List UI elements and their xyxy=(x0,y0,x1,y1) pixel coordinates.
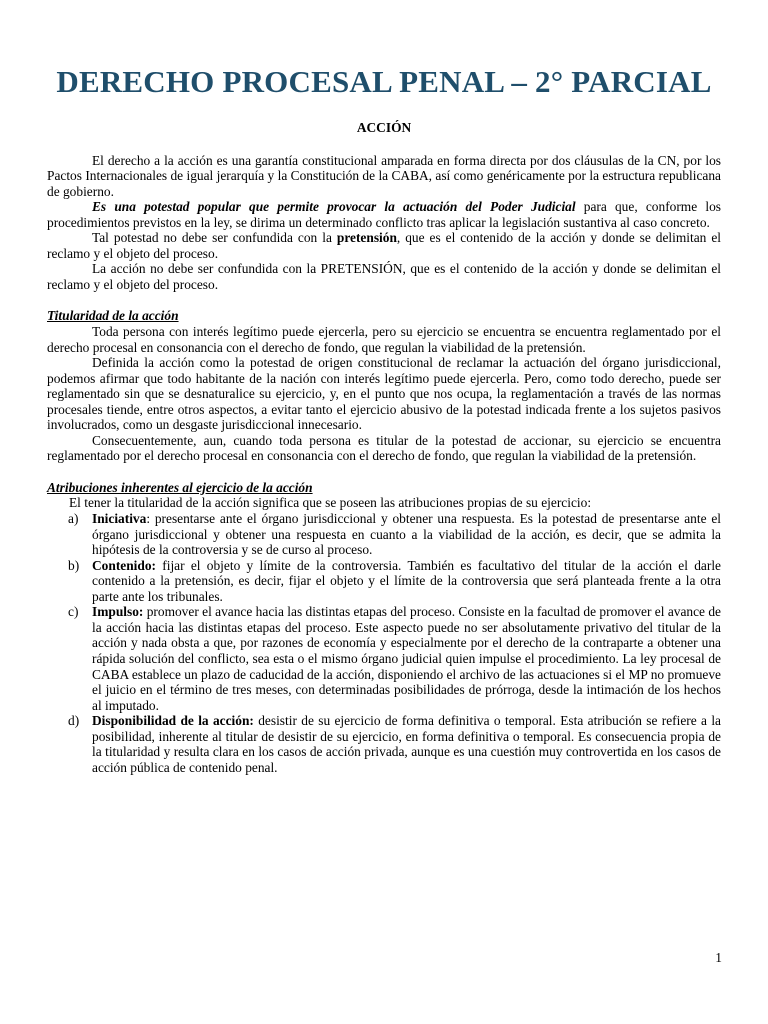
list-item xyxy=(68,557,721,605)
list-intro: El tener la titularidad de la acción significa que se poseen las atribuciones propias de su ejercicio: xyxy=(69,495,592,511)
paragraph: Consecuentemente, aun, cuando toda persona es titular de la potestad de accionar, su ejercicio se encuentra reglamentado por el derecho procesal en consonancia con el derecho de fondo, que regulan la viabilidad de la pretensión. xyxy=(47,432,721,464)
attributions-list xyxy=(47,511,721,775)
section-title: ACCIÓN xyxy=(356,120,412,135)
list-marker: d) xyxy=(68,713,80,729)
list-item xyxy=(68,604,721,713)
page-number: 1 xyxy=(715,950,722,965)
item-term: Impulso: xyxy=(92,604,144,620)
item-term: Iniciativa xyxy=(92,511,147,527)
paragraph-text: Tal potestad no debe ser confundida con la xyxy=(92,230,337,246)
bold-term: pretensión xyxy=(336,230,397,246)
subheading-atribuciones: Atribuciones inherentes al ejercicio de la acción xyxy=(47,479,313,495)
subheading-titularidad: Titularidad de la acción xyxy=(47,308,179,324)
item-term: Contenido: xyxy=(92,557,156,573)
paragraph: El derecho a la acción es una garantía constitucional amparada en forma directa por dos cláusulas de la CN, por los Pactos Internacionales de igual jerarquía y la Constitución de la CABA, así como genéricamente por la estructura republicana de gobierno. xyxy=(47,152,721,199)
emphasized-text: Es una potestad popular que permite provocar la actuación del Poder Judicial xyxy=(92,199,576,215)
paragraph: Toda persona con interés legítimo puede ejercerla, pero su ejercicio se encuentra se encuentra reglamentado por el derecho procesal en consonancia con el derecho de fondo, que regulan la viabilidad de la pretensión. xyxy=(47,324,721,355)
list-item xyxy=(68,713,721,775)
item-text: fijar el objeto y límite de la controversia. También es facultativo del titular de la acción el darle contenido a la pretensión, es decir, fijar el objeto y el límite de la controversia que será planteada frente a la otra parte ante los tribunales. xyxy=(92,557,721,604)
document-body xyxy=(47,120,721,775)
item-term: Disponibilidad de la acción: xyxy=(92,713,254,729)
paragraph xyxy=(47,230,721,261)
paragraph: La acción no debe ser confundida con la PRETENSIÓN, que es el contenido de la acción y donde se delimitan el reclamo y el objeto del proceso. xyxy=(47,261,721,292)
list-marker: b) xyxy=(68,557,80,573)
item-text: promover el avance hacia las distintas etapas del proceso. Consiste en la facultad de promover el avance de la acción hacia las distintas etapas del proceso. Este aspecto puede no ser absolutamente privativo del titular de la acción y nada obsta a que, por razones de economía y especialmente por el derecho de la contraparte a obtener una rápida solución del conflicto, sea esta o el mismo órgano judicial quien impulse el procedimiento. La ley procesal de CABA establece un plazo de caducidad de la acción, disponiendo el archivo de las actuaciones si el MP no promueve el juicio en el término de tres meses, con determinadas posibilidades de prórroga, desde la intimación de los hechos al imputado. xyxy=(92,604,721,713)
item-text: desistir de su ejercicio de forma definitiva o temporal. Esta atribución se refiere a la posibilidad, inherente al titular de desistir de su ejercicio, en forma definitiva o temporal. Es consecuencia propia de la titularidad y resulta clara en los casos de acción privada, aunque es una cuestión muy controvertida en los casos de acción pública de contenido penal. xyxy=(92,713,721,775)
paragraph: Definida la acción como la potestad de origen constitucional de reclamar la actuación del órgano jurisdiccional, podemos afirmar que todo habitante de la nación con interés legítimo puede ejercerla. Pero, como todo derecho, puede ser reglamentado sin que se desnaturalice su ejercicio, y, en el punto que nos ocupa, la reglamentación a través de las normas procesales tiende, entre otros aspectos, a evitar tanto el ejercicio abusivo de la potestad indicada frente a los sujetos pasivos involucrados, como un desgaste jurisdiccional innecesario. xyxy=(47,355,721,433)
list-item xyxy=(68,511,721,558)
list-marker: a) xyxy=(68,511,79,527)
paragraph xyxy=(47,199,721,230)
list-marker: c) xyxy=(68,604,79,620)
item-text: : presentarse ante el órgano jurisdiccional y obtener una respuesta. Es la potestad de presentarse ante el órgano jurisdiccional y obtener una respuesta en cuanto a la viabilidad de la acción, es decir, que se admita la hipótesis de la controversia y se de curso al proceso. xyxy=(92,511,721,558)
paragraph-text: para que, conforme los procedimientos previstos en la ley, se dirima un determinado conflicto tras aplicar la legislación sustantiva al caso concreto. xyxy=(47,199,721,230)
document-title: DERECHO PROCESAL PENAL – 2° PARCIAL xyxy=(56,64,712,99)
paragraph-text: , que es el contenido de la acción y donde se delimitan el reclamo y el objeto del proceso. xyxy=(47,230,721,261)
